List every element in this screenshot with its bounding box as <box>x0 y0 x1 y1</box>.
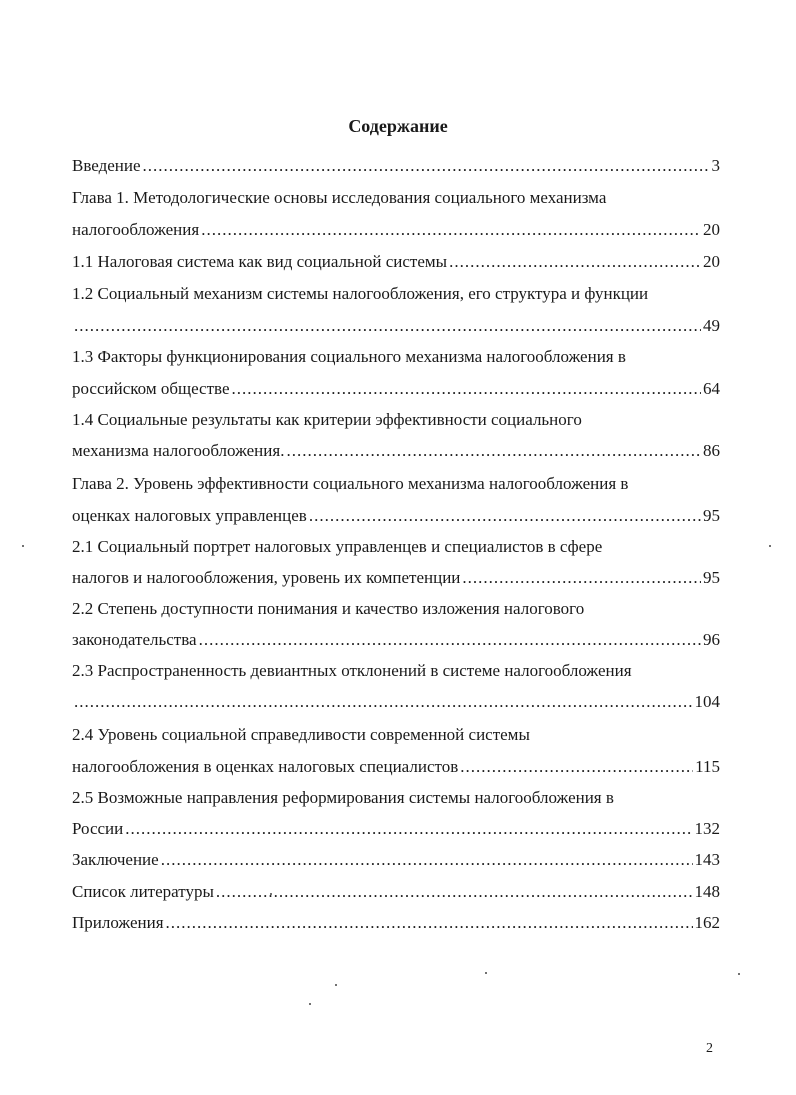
dot-leader <box>309 504 701 528</box>
toc-entry-text: России <box>72 819 124 838</box>
dot-leader <box>166 911 693 935</box>
toc-entry-appendix[interactable] <box>72 911 720 935</box>
toc-entry-2-5-line[interactable]: 2.5 Возможные направления реформирования системы налогообложения в <box>72 788 614 807</box>
toc-page-number: 95 <box>703 568 720 587</box>
dot-leader <box>125 817 692 841</box>
toc-entry-chapter-1[interactable] <box>72 218 720 242</box>
scan-speck <box>769 545 771 547</box>
scan-speck <box>270 893 272 895</box>
scan-speck <box>738 973 740 975</box>
toc-entry-2-2[interactable] <box>72 628 720 652</box>
scan-speck <box>485 972 487 974</box>
toc-entry-text: налогообложения <box>72 220 200 239</box>
toc-entry-text: налогов и налогообложения, уровень их компетенции <box>72 568 461 587</box>
toc-page-number: 143 <box>694 850 720 869</box>
toc-entry-1-1[interactable] <box>72 250 720 274</box>
dot-leader <box>216 880 693 904</box>
toc-page-number: 132 <box>694 819 720 838</box>
toc-page-number: 115 <box>695 757 720 776</box>
toc-entry-2-3[interactable] <box>72 690 720 714</box>
toc-entry-1-2[interactable] <box>72 314 720 338</box>
dot-leader <box>74 690 693 714</box>
dot-leader <box>449 250 701 274</box>
toc-entry-text: Приложения <box>72 913 164 932</box>
dot-leader <box>286 439 701 463</box>
dot-leader <box>460 755 693 779</box>
toc-page-number: 95 <box>703 506 720 525</box>
dot-leader <box>232 377 702 401</box>
toc-page-number: 148 <box>694 882 720 901</box>
toc-page-number: 3 <box>711 156 720 175</box>
page-number: 2 <box>706 1041 713 1056</box>
toc-entry-2-5[interactable] <box>72 817 720 841</box>
dot-leader <box>199 628 701 652</box>
dot-leader <box>74 314 701 338</box>
toc-entry-text: Список литературы <box>72 882 214 901</box>
toc-entry-2-1[interactable] <box>72 566 720 590</box>
toc-page-number: 96 <box>703 630 720 649</box>
toc-entry-text: механизма налогообложения. <box>72 441 285 460</box>
toc-entry-text: Заключение <box>72 850 159 869</box>
toc-entry-text: оценках налоговых управленцев <box>72 506 307 525</box>
dot-leader <box>201 218 701 242</box>
toc-page-number: 86 <box>703 441 720 460</box>
toc-page-number: 20 <box>703 252 720 271</box>
toc-entry-text: Введение <box>72 156 141 175</box>
toc-entry-text: 1.1 Налоговая система как вид социальной системы <box>72 252 448 271</box>
toc-entry-1-3[interactable] <box>72 377 720 401</box>
scan-speck <box>309 1003 311 1005</box>
scan-speck <box>335 984 337 986</box>
toc-entry-text: законодательства <box>72 630 197 649</box>
toc-entry-2-1-line[interactable]: 2.1 Социальный портрет налоговых управленцев и специалистов в сфере <box>72 537 603 556</box>
toc-page-number: 64 <box>703 379 720 398</box>
toc-entry-1-4[interactable] <box>72 439 720 463</box>
toc-entry-1-2-line[interactable]: 1.2 Социальный механизм системы налогообложения, его структура и функции <box>72 284 649 303</box>
toc-entry-2-2-line[interactable]: 2.2 Степень доступности понимания и качество изложения налогового <box>72 599 585 618</box>
toc-entry-literature[interactable] <box>72 880 720 904</box>
toc-entry-text: налогообложения в оценках налоговых специалистов <box>72 757 459 776</box>
toc-page-number: 49 <box>703 316 720 335</box>
toc-entry-intro[interactable] <box>72 154 720 178</box>
dot-leader <box>161 848 693 872</box>
toc-entry-2-3-line[interactable]: 2.3 Распространенность девиантных отклонений в системе налогообложения <box>72 661 632 680</box>
toc-entry-2-4[interactable] <box>72 755 720 779</box>
toc-entry-2-4-line[interactable]: 2.4 Уровень социальной справедливости современной системы <box>72 725 530 744</box>
toc-entry-chapter-2[interactable] <box>72 504 720 528</box>
toc-entry-text: российском обществе <box>72 379 230 398</box>
page-title: Содержание <box>348 116 448 136</box>
toc-entry-1-3-line[interactable]: 1.3 Факторы функционирования социального механизма налогообложения в <box>72 347 626 366</box>
toc-page-number: 162 <box>694 913 720 932</box>
scan-speck <box>22 545 24 547</box>
toc-entry-1-4-line[interactable]: 1.4 Социальные результаты как критерии эффективности социального <box>72 410 582 429</box>
dot-leader <box>462 566 701 590</box>
dot-leader <box>143 154 710 178</box>
toc-entry-chapter-1-line[interactable]: Глава 1. Методологические основы исследования социального механизма <box>72 188 607 207</box>
toc-entry-chapter-2-line[interactable]: Глава 2. Уровень эффективности социального механизма налогообложения в <box>72 474 629 493</box>
toc-page-number: 20 <box>703 220 720 239</box>
toc-page-number: 104 <box>694 692 720 711</box>
toc-entry-conclusion[interactable] <box>72 848 720 872</box>
